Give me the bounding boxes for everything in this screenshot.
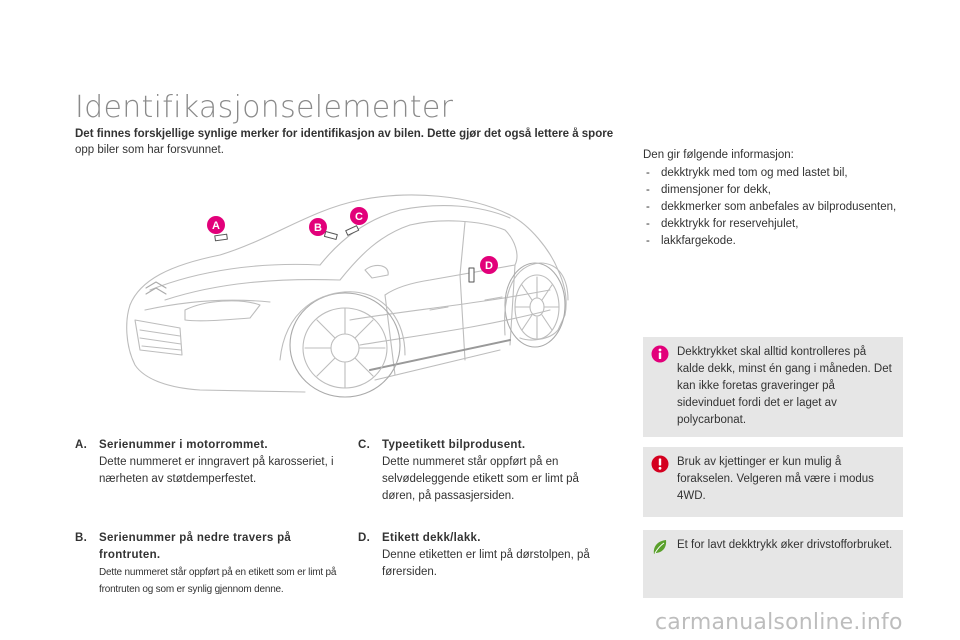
section-d [358,530,608,581]
section-b [75,530,345,598]
car-label-c: C [355,211,363,223]
car-illustration [110,170,580,410]
section-title: Serienummer på nedre travers på frontruten. [99,532,292,561]
intro-paragraph [75,126,635,158]
warning-icon [651,455,669,473]
car-label-a: A [212,220,220,232]
section-body: Denne etiketten er limt på dørstolpen, på førersiden. [382,549,590,578]
info-item: - dekktrykk for reservehjulet, [643,216,903,233]
info-icon [651,345,669,363]
watermark: carmanualsonline.info [655,610,903,635]
intro-bold: Det finnes forskjellige synlige merker for identifikasjon av bilen. Dette gjør det også lettere å spore [75,128,614,140]
section-body: Dette nummeret står oppført på en selvødeleggende etikett som er limt på døren, på passasjersiden. [382,456,579,502]
eco-note [643,530,903,598]
section-body: Dette nummeret står oppført på en etikett som er limt på frontruten og som er synlig gjennom denne. [99,567,337,595]
note-text: Et for lavt dekktrykk øker drivstofforbruket. [677,539,893,551]
section-letter: B. [75,532,88,544]
intro-rest: opp biler som har forsvunnet. [75,144,224,156]
info-item: - lakkfargekode. [643,233,903,250]
section-body: Dette nummeret er inngravert på karosseriet, i nærheten av støtdemperfestet. [99,456,334,485]
section-title: Typeetikett bilprodusent. [382,439,526,451]
section-a [75,437,345,488]
info-list [643,165,903,250]
section-letter: C. [358,439,371,451]
section-letter: D. [358,532,371,544]
note-text: Bruk av kjettinger er kun mulig å forakselen. Velgeren må være i modus 4WD. [677,456,874,502]
eco-leaf-icon [651,538,669,556]
car-label-d: D [485,260,493,272]
info-lead: Den gir følgende informasjon: [643,149,794,161]
warning-note [643,447,903,517]
section-title: Serienummer i motorrommet. [99,439,268,451]
tyre-label-info [643,147,903,250]
section-letter: A. [75,439,88,451]
info-note [643,337,903,437]
info-item: - dekkmerker som anbefales av bilprodusenten, [643,199,903,216]
section-c [358,437,608,505]
note-text: Dekktrykket skal alltid kontrolleres på kalde dekk, minst én gang i måneden. Det kan ikke foretas graveringer på sidevinduet fordi det er laget av polycarbonat. [677,346,892,426]
car-label-b: B [314,222,322,234]
info-item: - dimensjoner for dekk, [643,182,903,199]
section-title: Etikett dekk/lakk. [382,532,481,544]
info-item: - dekktrykk med tom og med lastet bil, [643,165,903,182]
page-title: Identifikasjonselementer [75,90,454,125]
